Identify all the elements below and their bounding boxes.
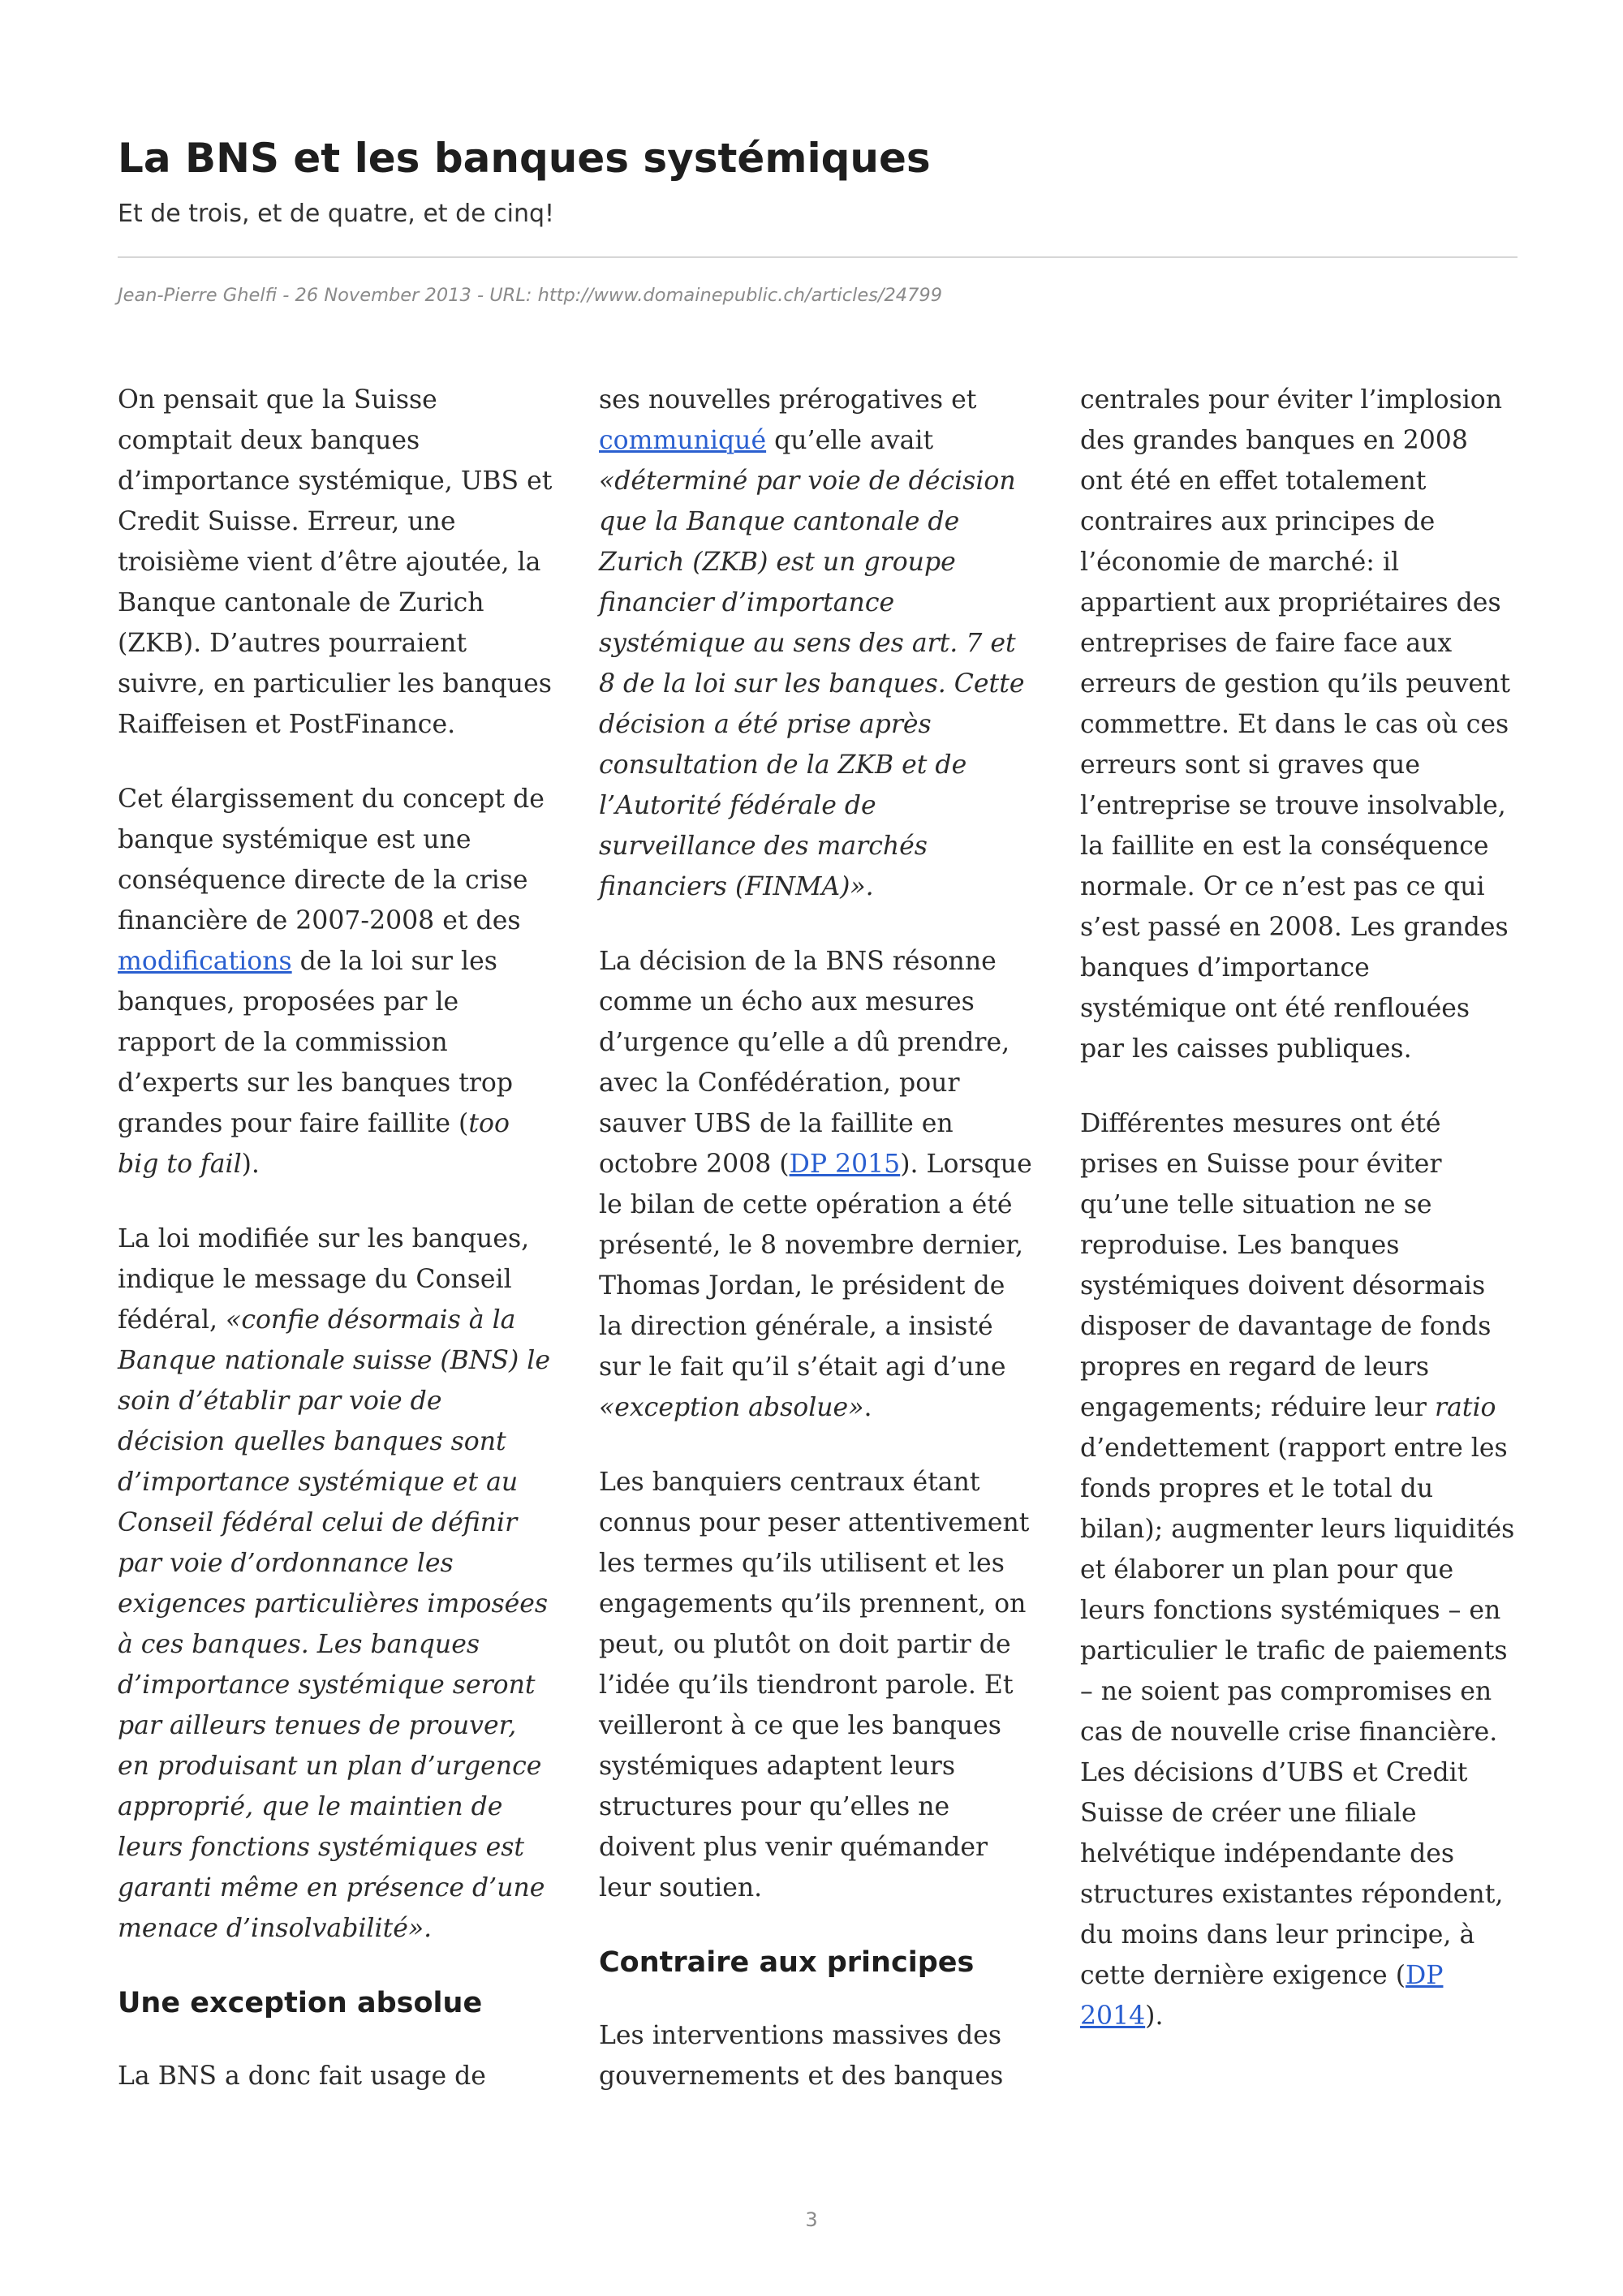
text-run: qu’elle avait [766, 426, 934, 455]
paragraph: La BNS a donc fait usage de [118, 2062, 486, 2091]
text-run: de la loi sur les banques, proposées par le rapport de la commission d’experts sur les banques trop grandes pour faire faillite ( [118, 947, 514, 1138]
paragraph: On pensait que la Suisse comptait deux banques d’importance systémique, UBS et Credit Suisse. Erreur, une troisième vient d’être ajoutée, la Banque cantonale de Zurich (ZKB). D’autres pourraient suivre, en particulier les banques Raiffeisen et PostFinance. [118, 385, 553, 739]
column-2 [599, 380, 1036, 2130]
page-number: 3 [805, 2208, 818, 2231]
dp-2015-link[interactable]: DP 2015 [789, 1150, 901, 1179]
text-run: ses nouvelles prérogatives et [599, 385, 977, 415]
text-run: ). [241, 1150, 260, 1179]
header-divider [118, 256, 1518, 258]
quote: «confie désormais à la Banque nationale suisse (BNS) le soin d’établir par voie de décision quelles banques sont d’importance systémique et au Conseil fédéral celui de définir par voie d’ordonnance les exigences particulières imposées à ces banques. Les banques d’importance systémique seront par ailleurs tenues de prouver, en produisant un plan d’urgence approprié, que le maintien de leurs fonctions systémiques est garanti même en présence d’une menace d’insolvabilité». [118, 1305, 550, 1943]
paragraph [599, 380, 1036, 907]
column-3 [1080, 380, 1518, 2130]
paragraph [118, 1219, 555, 1949]
paragraph: Les interventions massives des gouvernements et des banques [599, 2021, 1004, 2091]
section-heading: Une exception absolue [118, 1987, 483, 2019]
section-heading: Contraire aux principes [599, 1946, 975, 1979]
article-body [118, 380, 1518, 2130]
paragraph: centrales pour éviter l’implosion des grandes banques en 2008 ont été en effet totalement contraires aux principes de l’économie de marché: il appartient aux propriétaires des entreprises de faire face aux erreurs de gestion qu’ils peuvent commettre. Et dans le cas où ces erreurs sont si graves que l’entreprise se trouve insolvable, la faillite en est la conséquence normale. Or ce n’est pas ce qui s’est passé en 2008. Les grandes banques d’importance systémique ont été renflouées par les caisses publiques. [1080, 385, 1510, 1064]
column-1 [118, 380, 555, 2130]
article-title: La BNS et les banques systémiques [118, 135, 931, 182]
article-header [118, 130, 1518, 310]
communique-link[interactable]: communiqué [599, 426, 767, 455]
emphasis: ratio [1434, 1393, 1496, 1422]
text-run: . [863, 1393, 872, 1422]
text-run: ). [1145, 2001, 1164, 2031]
text-run: ). Lorsque le bilan de cette opération a été présenté, le 8 novembre dernier, Thomas Jordan, le président de la direction générale, a insisté sur le fait qu’il s’était agi d’une [599, 1150, 1032, 1382]
paragraph [599, 941, 1036, 1428]
text-run: La décision de la BNS résonne comme un écho aux mesures d’urgence qu’elle a dû prendre, avec la Confédération, pour sauver UBS de la faillite en octobre 2008 ( [599, 947, 1010, 1179]
paragraph [118, 779, 555, 1185]
paragraph: Les banquiers centraux étant connus pour peser attentivement les termes qu’ils utilisent et les engagements qu’ils prennent, on peut, ou plutôt on doit partir de l’idée qu’ils tiendront parole. Et veilleront à ce que les banques systémiques adaptent leurs structures pour qu’elles ne doivent plus venir quémander leur soutien. [599, 1468, 1030, 1903]
text-run: La loi modifiée sur les banques, indique le message du Conseil fédéral, [118, 1224, 530, 1335]
text-run: Cet élargissement du concept de banque systémique est une conséquence directe de la crise financière de 2007-2008 et des [118, 785, 545, 935]
dp-2014-link[interactable]: DP 2014 [1080, 1961, 1444, 2031]
modifications-link[interactable]: modifications [118, 947, 292, 976]
article-subtitle: Et de trois, et de quatre, et de cinq! [118, 200, 555, 228]
text-run: d’endettement (rapport entre les fonds propres et le total du bilan); augmenter leurs liquidités et élaborer un plan pour que leurs fonctions systémiques – en particulier le trafic de paiements – ne soient pas compromises en cas de nouvelle crise financière. Les décisions d’UBS et Credit Suisse de créer une filiale helvétique indépendante des structures existantes répondent, du moins dans leur principe, à cette dernière exigence ( [1080, 1434, 1515, 1990]
paragraph [1080, 1103, 1518, 2036]
text-run: Différentes mesures ont été prises en Suisse pour éviter qu’une telle situation ne se reproduise. Les banques systémiques doivent désormais disposer de davantage de fonds propres en regard de leurs engagements; réduire leur [1080, 1109, 1492, 1422]
emphasis: «exception absolue» [599, 1393, 864, 1422]
emphasis: too big to fail [118, 1109, 510, 1179]
article-meta: Jean-Pierre Ghelfi - 26 November 2013 - URL: http://www.domainepublic.ch/articles/24799 [118, 285, 943, 306]
quote: «déterminé par voie de décision que la Banque cantonale de Zurich (ZKB) est un groupe financier d’importance systémique au sens des art. 7 et 8 de la loi sur les banques. Cette décision a été prise après consultation de la ZKB et de l’Autorité fédérale de surveillance des marchés financiers (FINMA)». [599, 467, 1025, 901]
